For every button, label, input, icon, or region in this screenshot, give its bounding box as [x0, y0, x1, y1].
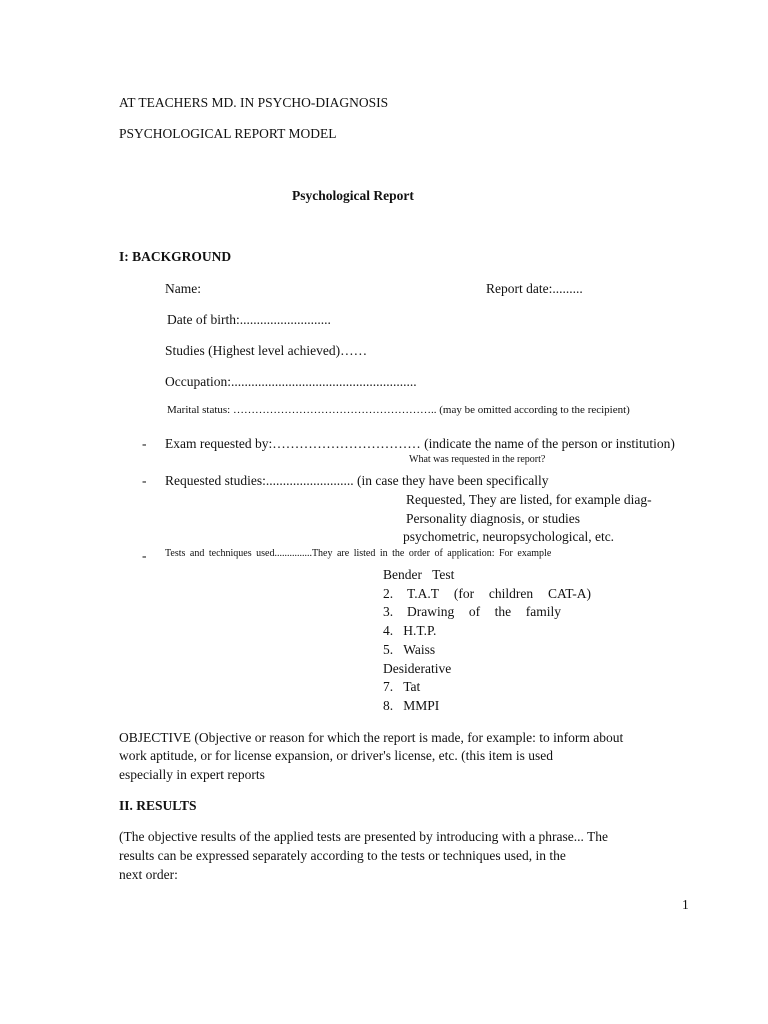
requested-studies-cont: Requested, They are listed, for example diag-: [406, 492, 652, 507]
report-date-field: Report date:.........: [486, 281, 583, 296]
results-paragraph-line: results can be expressed separately according to the tests or techniques used, in the: [119, 848, 566, 863]
test-item-2: 2.: [383, 586, 394, 601]
results-paragraph-line: (The objective results of the applied tests are presented by introducing with a phrase... The: [119, 829, 608, 844]
test-item-6: Desiderative: [383, 661, 452, 676]
results-paragraph-line: next order:: [119, 867, 178, 882]
exam-requested-field: Exam requested by:…………………………… (indicate the name of the person or institution): [165, 436, 675, 451]
test-item-3: 3.: [383, 604, 394, 619]
name-field: Name:: [165, 281, 201, 296]
requested-studies-field: Requested studies:.......................... (in case they have been specifically: [165, 473, 549, 488]
bullet-dash: -: [142, 436, 147, 451]
bullet-dash: -: [142, 548, 147, 563]
occupation-field: Occupation:.......................................................: [165, 374, 417, 389]
exam-note: What was requested in the report?: [409, 454, 546, 465]
test-item-1: Bender Test: [383, 567, 455, 582]
requested-studies-cont: psychometric, neuropsychological, etc.: [403, 529, 615, 544]
section-background-heading: I: BACKGROUND: [119, 249, 232, 264]
document-title: Psychological Report: [292, 188, 414, 203]
page-number: 1: [682, 897, 689, 912]
test-item-3-text: Drawing of the family: [407, 604, 561, 619]
test-item-2-text: T.A.T (for children CAT-A): [407, 586, 591, 601]
test-item-4: 4. H.T.P.: [383, 623, 437, 638]
tests-techniques-line: [165, 549, 616, 559]
objective-paragraph-line: OBJECTIVE (Objective or reason for which the report is made, for example: to inform about: [119, 730, 624, 745]
bullet-dash: -: [142, 473, 147, 488]
section-results-heading: II. RESULTS: [119, 798, 197, 813]
date-of-birth-field: Date of birth:...........................: [167, 312, 331, 327]
header-line-2: PSYCHOLOGICAL REPORT MODEL: [119, 126, 337, 141]
test-item-7: 7. Tat: [383, 679, 421, 694]
objective-paragraph-line: work aptitude, or for license expansion, or driver's license, etc. (this item is used: [119, 748, 553, 763]
studies-field: Studies (Highest level achieved)……: [165, 343, 368, 358]
requested-studies-cont: Personality diagnosis, or studies: [406, 511, 580, 526]
header-line-1: AT TEACHERS MD. IN PSYCHO-DIAGNOSIS: [119, 95, 389, 110]
marital-status-field: Marital status: ……………………………………………….. (may be omitted according to the recipient): [167, 404, 630, 416]
tests-techniques-text: Tests and techniques used...............They are listed in the order of application: For example: [165, 548, 552, 559]
objective-paragraph-line: especially in expert reports: [119, 767, 265, 782]
test-item-8: 8. MMPI: [383, 698, 440, 713]
test-item-5: 5. Waiss: [383, 642, 436, 657]
